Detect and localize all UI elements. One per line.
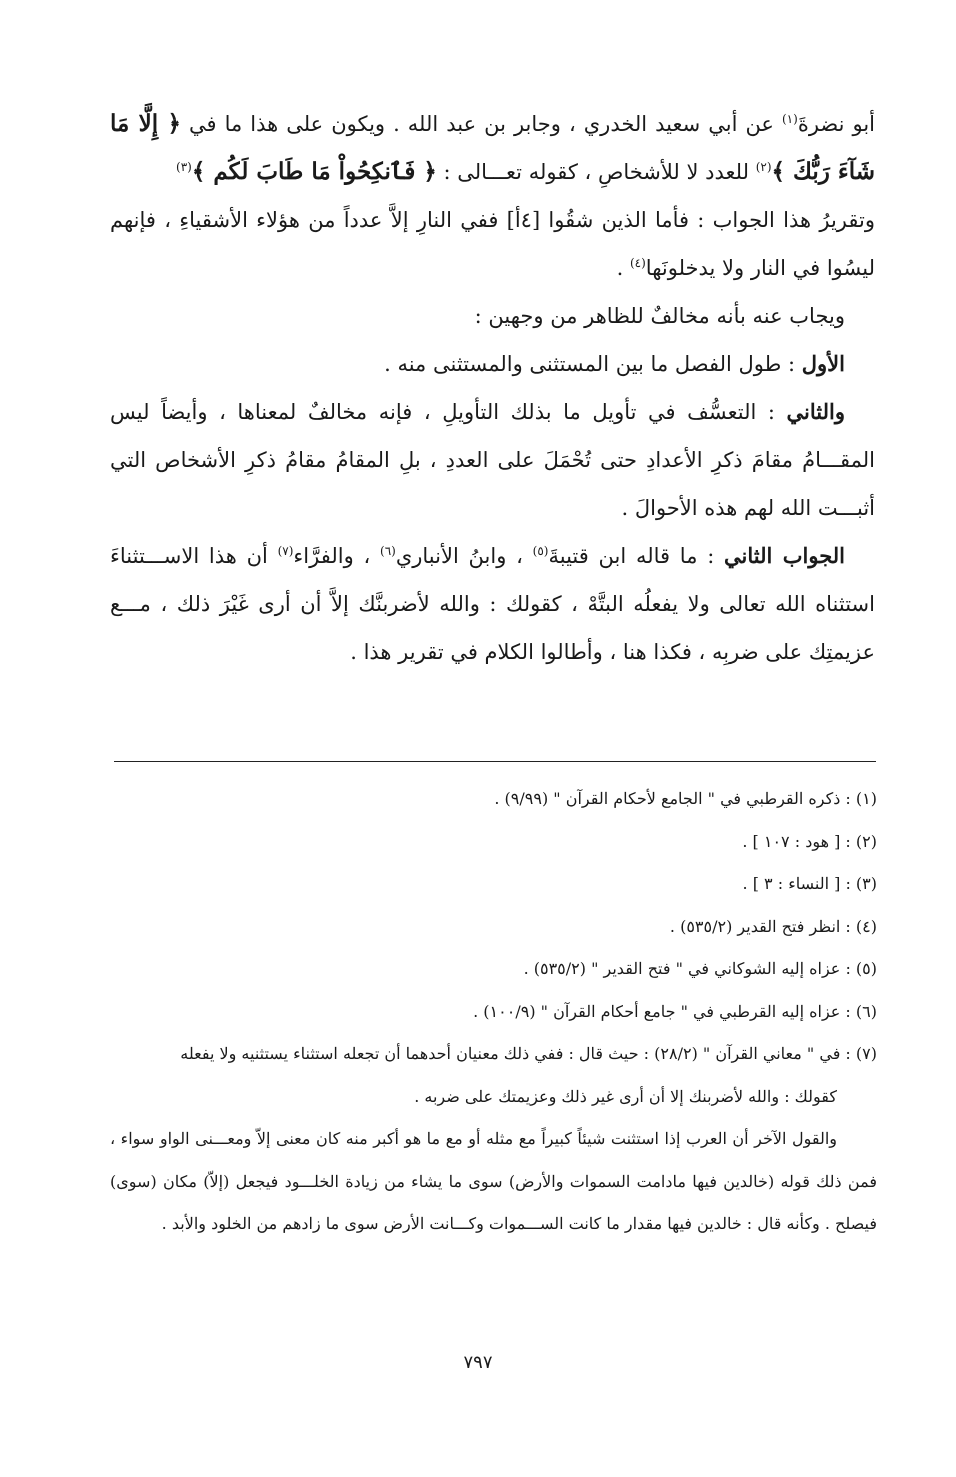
text-run: عن أبي سعيد الخدري ، وجابر بن عبد الله . ويكون على هذا ما في <box>181 112 782 136</box>
footnote-2: (٢) : [ هود : ١٠٧ ] . <box>742 831 877 851</box>
text-run: : ما قاله ابن قتيبةَ <box>548 544 725 568</box>
quran-quote: ﴿ إِلَّا مَا شَآءَ رَبُّكَ ﴾ <box>110 110 875 185</box>
footnote-ref: (٣) <box>176 160 192 174</box>
footnote-4: (٤) : انظر فتح القدير (٥٣٥/٢) . <box>669 916 877 936</box>
footnote-7: (٧) : في " معاني القرآن " (٢٨/٢) : حيث قال : ففي ذلك معنيان أحدهما أن تجعله استثناء يستثنيه ولا يفعله <box>180 1044 877 1063</box>
footnote-6: (٦) : عزاه إليه القرطبي في " جامع أحكام القرآن " (١٠٠/٩) . <box>473 1001 877 1021</box>
paragraph-2 <box>110 196 875 292</box>
footnote-ref: (٢) <box>755 160 772 174</box>
text-run: . <box>616 256 630 280</box>
text-run: أبو نضرةَ <box>797 112 876 136</box>
text-run: : التعسُّف في تأويل ما بذلك التأويلِ ، فإنه مخالفٌ لمعناها ، وأيضاً ليس المقـــامُ مقامَ ذكرِ الأعدادِ حتى تُحْمَلَ على العددِ ، بلِ المقامُ مقامُ ذكرِ الأشخاص التي أثبـــت الله لهم هذه الأحوالَ . <box>110 400 875 520</box>
text-run: للعدد لا للأشخاصِ ، كقوله تعـــالى : <box>436 160 756 184</box>
text-run: ، والفرَّاء <box>293 544 380 568</box>
paragraph-5 <box>110 388 875 532</box>
footnote-ref: (٥) <box>532 544 549 558</box>
heading-label: الجواب الثاني <box>724 543 845 568</box>
quran-quote: ﴿ فَٱنكِحُواْ مَا طَابَ لَكُم ﴾ <box>191 158 437 185</box>
footnote-ref: (٤) <box>629 256 646 270</box>
footnote-ref: (٦) <box>380 544 396 558</box>
heading-label: الأول <box>801 351 845 376</box>
footnotes <box>110 778 877 1246</box>
footnote-ref: (٧) <box>277 544 294 558</box>
paragraph-4 <box>110 340 875 388</box>
footnote-1: (١) : ذكره القرطبي في " الجامع لأحكام القرآن " (٩/٩٩) . <box>494 789 877 808</box>
page-number: ٧٩٧ <box>463 1352 493 1373</box>
paragraph-3: ويجاب عنه بأنه مخالفٌ للظاهر من وجهين : <box>474 304 845 328</box>
footnote-5: (٥) : عزاه إليه الشوكاني في " فتح القدير " (٥٣٥/٢) . <box>523 959 877 978</box>
text-run: ، وابنُ الأنباري <box>395 544 533 568</box>
text-run: وتقريرُ هذا الجواب : فأما الذين شقُوا [٤أ] ففي النارِ إلاَّ عدداً من هؤلاء الأشقياءِ ، فإنهم ليسُوا في النار ولا يدخلونَها <box>110 208 875 280</box>
paragraph-1 <box>110 100 875 196</box>
footnote-7-continuation-2: والقول الآخر أن العرب إذا استثنت شيئاً كبيراً مع مثله أو مع ما هو أكبر منه كان معنى إلاّ ومعـــنى الواو سواء ، فمن ذلك قوله (خالدين فيها مادامت السموات والأرض) سوى ما يشاء من زيادة الخلـــود فيجعل (إلاّ) مكان (سوى) فيصلح . وكأنه قال : خالدين فيها مقدار ما كانت الســـموات وكـــانت الأرض سوى ما زادهم من الخلود والأبد . <box>110 1129 877 1233</box>
footnote-7-continuation: كقولك : والله لأضربنك إلا أن أرى غير ذلك وعزيمتك على ضربه . <box>414 1086 837 1106</box>
text-run: أن هذا الاســـتثناءَ استثناه الله تعالى ولا يفعلُه البتَّهْ ، كقولك : والله لأضربنَّك إلاَّ أن أرى غَيْرَ ذلك ، مـــع عزيمتِك على ضربِه ، فكذا هنا ، وأطالوا الكلام في تقرير هذا . <box>110 544 875 664</box>
heading-label: والثاني <box>786 399 845 424</box>
text-run: : طول الفصل ما بين المستثنى والمستثنى منه . <box>384 352 802 376</box>
footnote-ref: (١) <box>781 112 798 126</box>
footnote-divider <box>114 761 876 762</box>
paragraph-6 <box>110 532 875 676</box>
main-text <box>110 100 875 676</box>
footnote-3: (٣) : [ النساء : ٣ ] . <box>742 874 877 893</box>
